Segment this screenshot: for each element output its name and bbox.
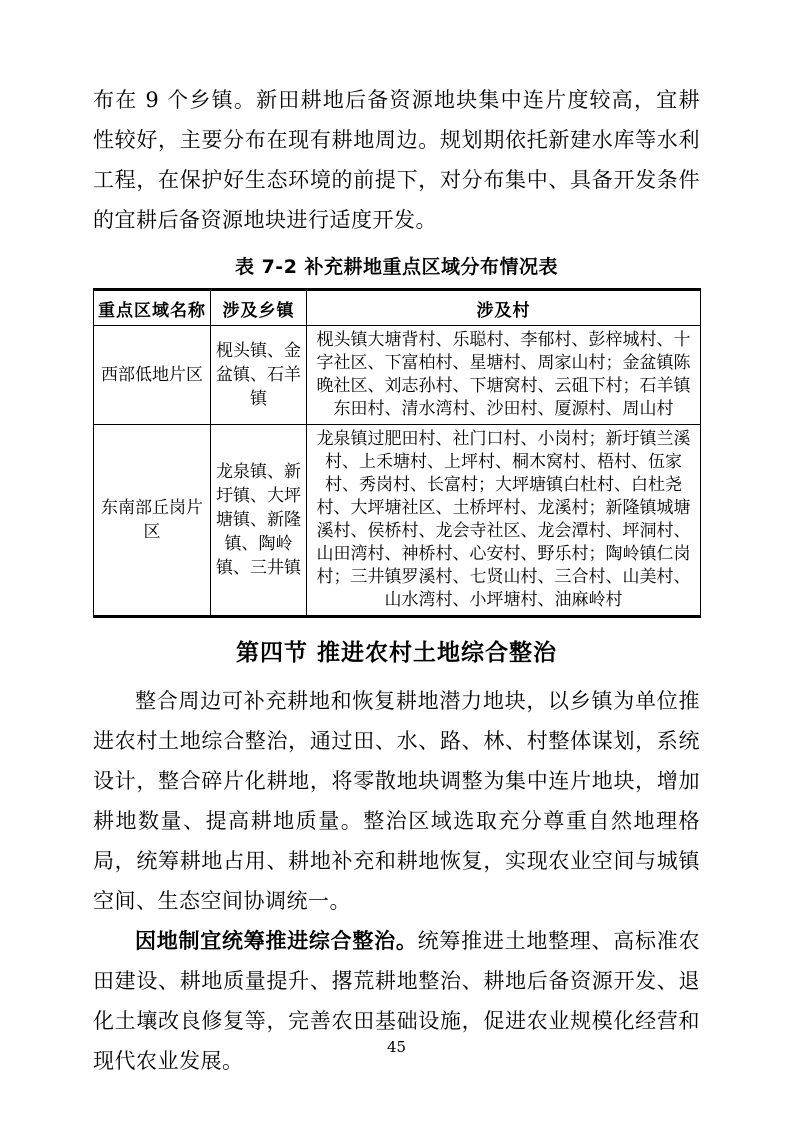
section-paragraph: 整合周边可补充耕地和恢复耕地潜力地块，以乡镇为单位推进农村土地综合整治，通过田、水、路、林、村整体谋划，系统设计，整合碎片化耕地，将零散地块调整为集中连片地块，增加耕地数量、提高耕地质量。整治区域选取充分尊重自然地理格局，统筹耕地占用、耕地补充和耕地恢复，实现农业空间与城镇空间、生态空间协调统一。 — [93, 689, 700, 913]
intro-paragraph: 布在 9 个乡镇。新田耕地后备资源地块集中连片度较高，宜耕性较好，主要分布在现有耕地周边。规划期依托新建水库等水利工程，在保护好生态环境的前提下，对分布集中、具备开发条件的宜耕后备资源地块进行适度开发。 — [93, 88, 700, 232]
table-row — [94, 326, 701, 425]
towns-cell: 枧头镇、金盆镇、石羊镇 — [211, 326, 307, 425]
col-header-towns: 涉及乡镇 — [211, 290, 307, 326]
region-name-cell: 东南部丘岗片区 — [94, 425, 211, 617]
page-number: 45 — [386, 1038, 407, 1056]
region-name-cell: 西部低地片区 — [94, 326, 211, 425]
supplement-farmland-region-table — [93, 288, 701, 618]
table-header-row — [94, 290, 701, 326]
table-row — [94, 425, 701, 617]
villages-cell: 枧头镇大塘背村、乐聪村、李郁村、彭梓城村、十字社区、下富柏村、星塘村、周家山村；金盆镇陈晚社区、刘志孙村、下塘窝村、云砠下村；石羊镇东田村、清水湾村、沙田村、厦源村、周山村 — [307, 326, 701, 425]
towns-cell: 龙泉镇、新圩镇、大坪塘镇、新隆镇、陶岭镇、三井镇 — [211, 425, 307, 617]
paragraph-bold-lead: 因地制宜统筹推进综合整治。 — [135, 928, 418, 953]
section-paragraph — [93, 921, 700, 1081]
section-heading: 第四节 推进农村土地综合整治 — [235, 640, 557, 666]
col-header-villages: 涉及村 — [307, 290, 701, 326]
villages-cell: 龙泉镇过肥田村、社门口村、小岗村；新圩镇兰溪村、上禾塘村、上坪村、桐木窝村、梧村、伍家村、秀岗村、长富村；大坪塘镇白杜村、白杜尧村、大坪塘社区、土桥坪村、龙溪村；新隆镇城塘溪村、侯桥村、龙会寺社区、龙会潭村、坪洞村、山田湾村、神桥村、心安村、野乐村；陶岭镇仁岗村；三井镇罗溪村、七贤山村、三合村、山美村、山水湾村、小坪塘村、油麻岭村 — [307, 425, 701, 617]
col-header-region: 重点区域名称 — [94, 290, 211, 326]
paragraph-body-text: 统筹推进土地整理、高标准农田建设、耕地质量提升、撂荒耕地整治、耕地后备资源开发、退化土壤改良修复等，完善农田基础设施，促进农业规模化经营和现代农业发展。 — [93, 929, 701, 1073]
table-caption: 表 7-2 补充耕地重点区域分布情况表 — [234, 256, 559, 278]
